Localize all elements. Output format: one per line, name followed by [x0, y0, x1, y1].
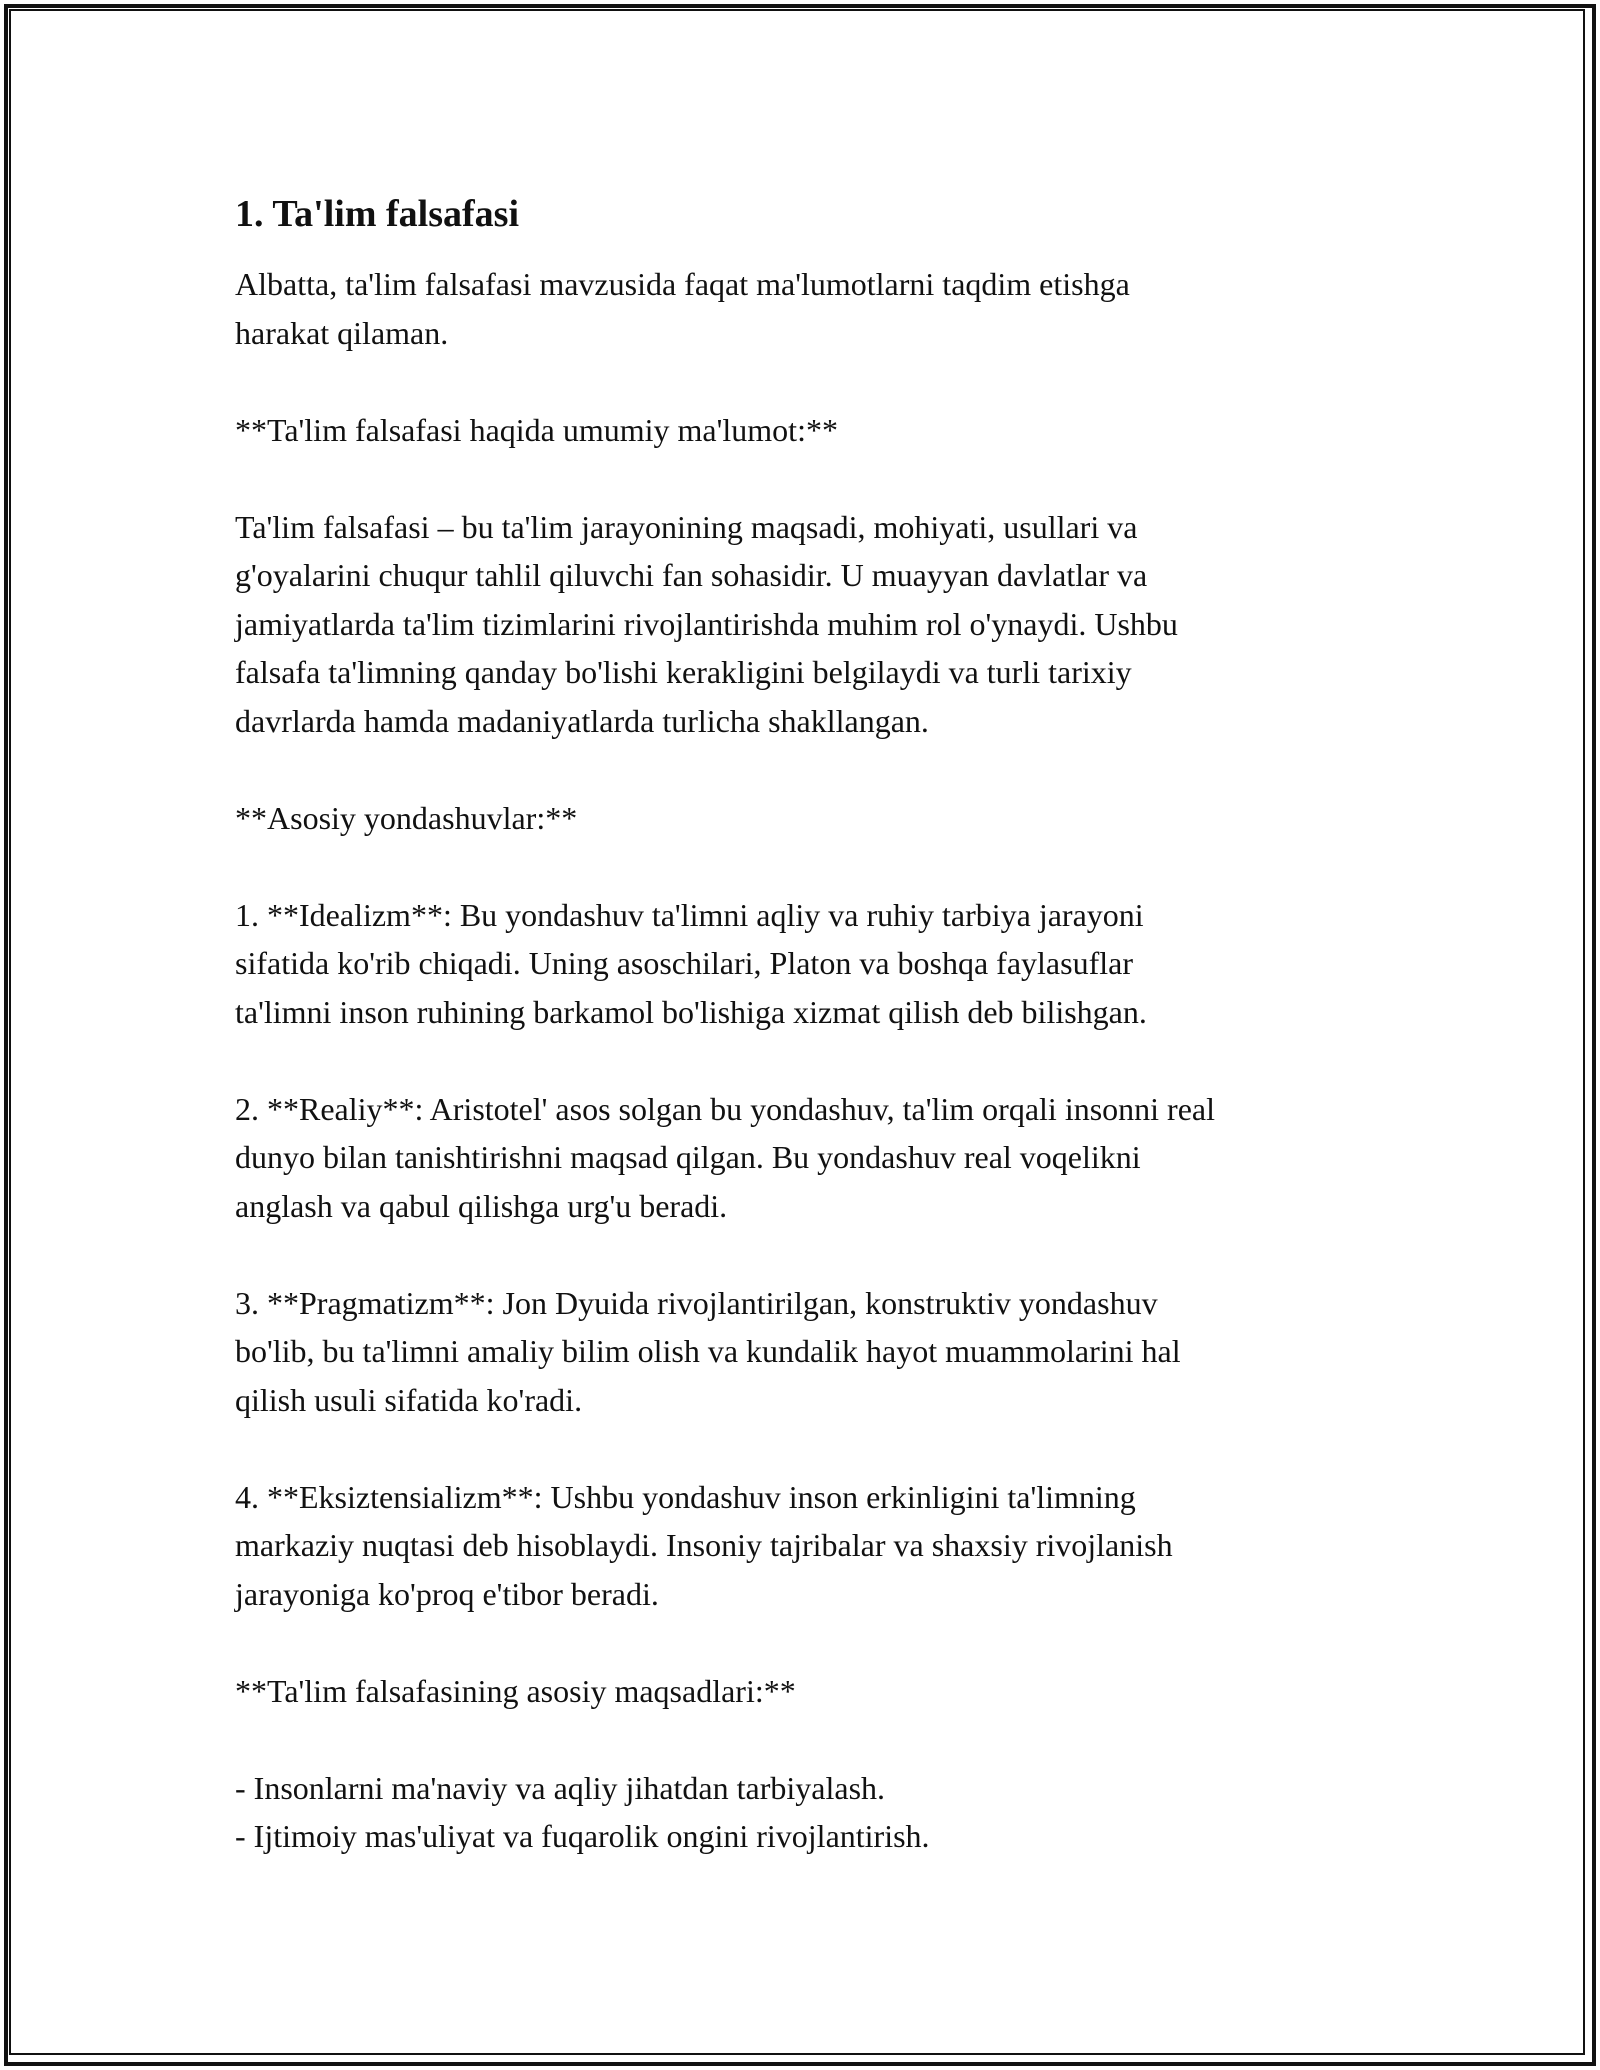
approach-item-existentialism: 4. **Eksiztensializm**: Ushbu yondashuv inson erkinligini ta'limning markaziy nuqtasi deb hisoblaydi. Insoniy tajribalar va shaxsiy rivojlanish jarayoniga ko'proq e'tibor beradi. — [235, 1478, 1173, 1612]
approach-item-realism: 2. **Realiy**: Aristotel' asos solgan bu yondashuv, ta'lim orqali insonni real dunyo bilan tanishtirishni maqsad qilgan. Bu yondashuv real voqelikni anglash va qabul qilishga urg'u beradi. — [235, 1090, 1215, 1224]
intro-line: harakat qilaman. — [235, 314, 449, 351]
intro-line: Albatta, ta'lim falsafasi mavzusida faqat ma'lumotlarni taqdim etishga — [235, 266, 1130, 302]
list-item: - Ijtimoiy mas'uliyat va fuqarolik ongini rivojlantirish. — [235, 1818, 930, 1854]
overview-heading: **Ta'lim falsafasi haqida umumiy ma'lumot:** — [235, 411, 838, 448]
goals-heading: **Ta'lim falsafasining asosiy maqsadlari:** — [235, 1672, 796, 1709]
overview-line: falsafa ta'limning qanday bo'lishi kerakligini belgilaydi va turli tarixiy — [235, 654, 1132, 690]
overview-line: Ta'lim falsafasi – bu ta'lim jarayonining maqsadi, mohiyati, usullari va — [235, 508, 1138, 545]
overview-line: jamiyatlarda ta'lim tizimlarini rivojlantirishda muhim rol o'ynaydi. Ushbu — [235, 605, 1178, 642]
overview-paragraph — [235, 503, 1375, 746]
overview-line: davrlarda hamda madaniyatlarda turlicha shakllangan. — [235, 702, 929, 739]
document-title: 1. Ta'lim falsafasi — [235, 193, 519, 235]
goals-list — [235, 1764, 1375, 1861]
approaches-heading: **Asosiy yondashuvlar:** — [235, 799, 578, 836]
approach-item-idealism: 1. **Idealizm**: Bu yondashuv ta'limni aqliy va ruhiy tarbiya jarayoni sifatida ko'rib chiqadi. Uning asoschilari, Platon va boshqa faylasuflar ta'limni inson ruhining barkamol bo'lishiga xizmat qilish deb bilishgan. — [235, 896, 1147, 1030]
intro-paragraph — [235, 260, 1375, 357]
list-item: - Insonlarni ma'naviy va aqliy jihatdan tarbiyalash. — [235, 1769, 886, 1806]
document-body — [235, 188, 1375, 1861]
overview-line: g'oyalarini chuqur tahlil qiluvchi fan sohasidir. U muayyan davlatlar va — [235, 557, 1148, 593]
approach-item-pragmatism: 3. **Pragmatizm**: Jon Dyuida rivojlantirilgan, konstruktiv yondashuv bo'lib, bu ta'limni amaliy bilim olish va kundalik hayot muammolarini hal qilish usuli sifatida ko'radi. — [235, 1284, 1181, 1418]
